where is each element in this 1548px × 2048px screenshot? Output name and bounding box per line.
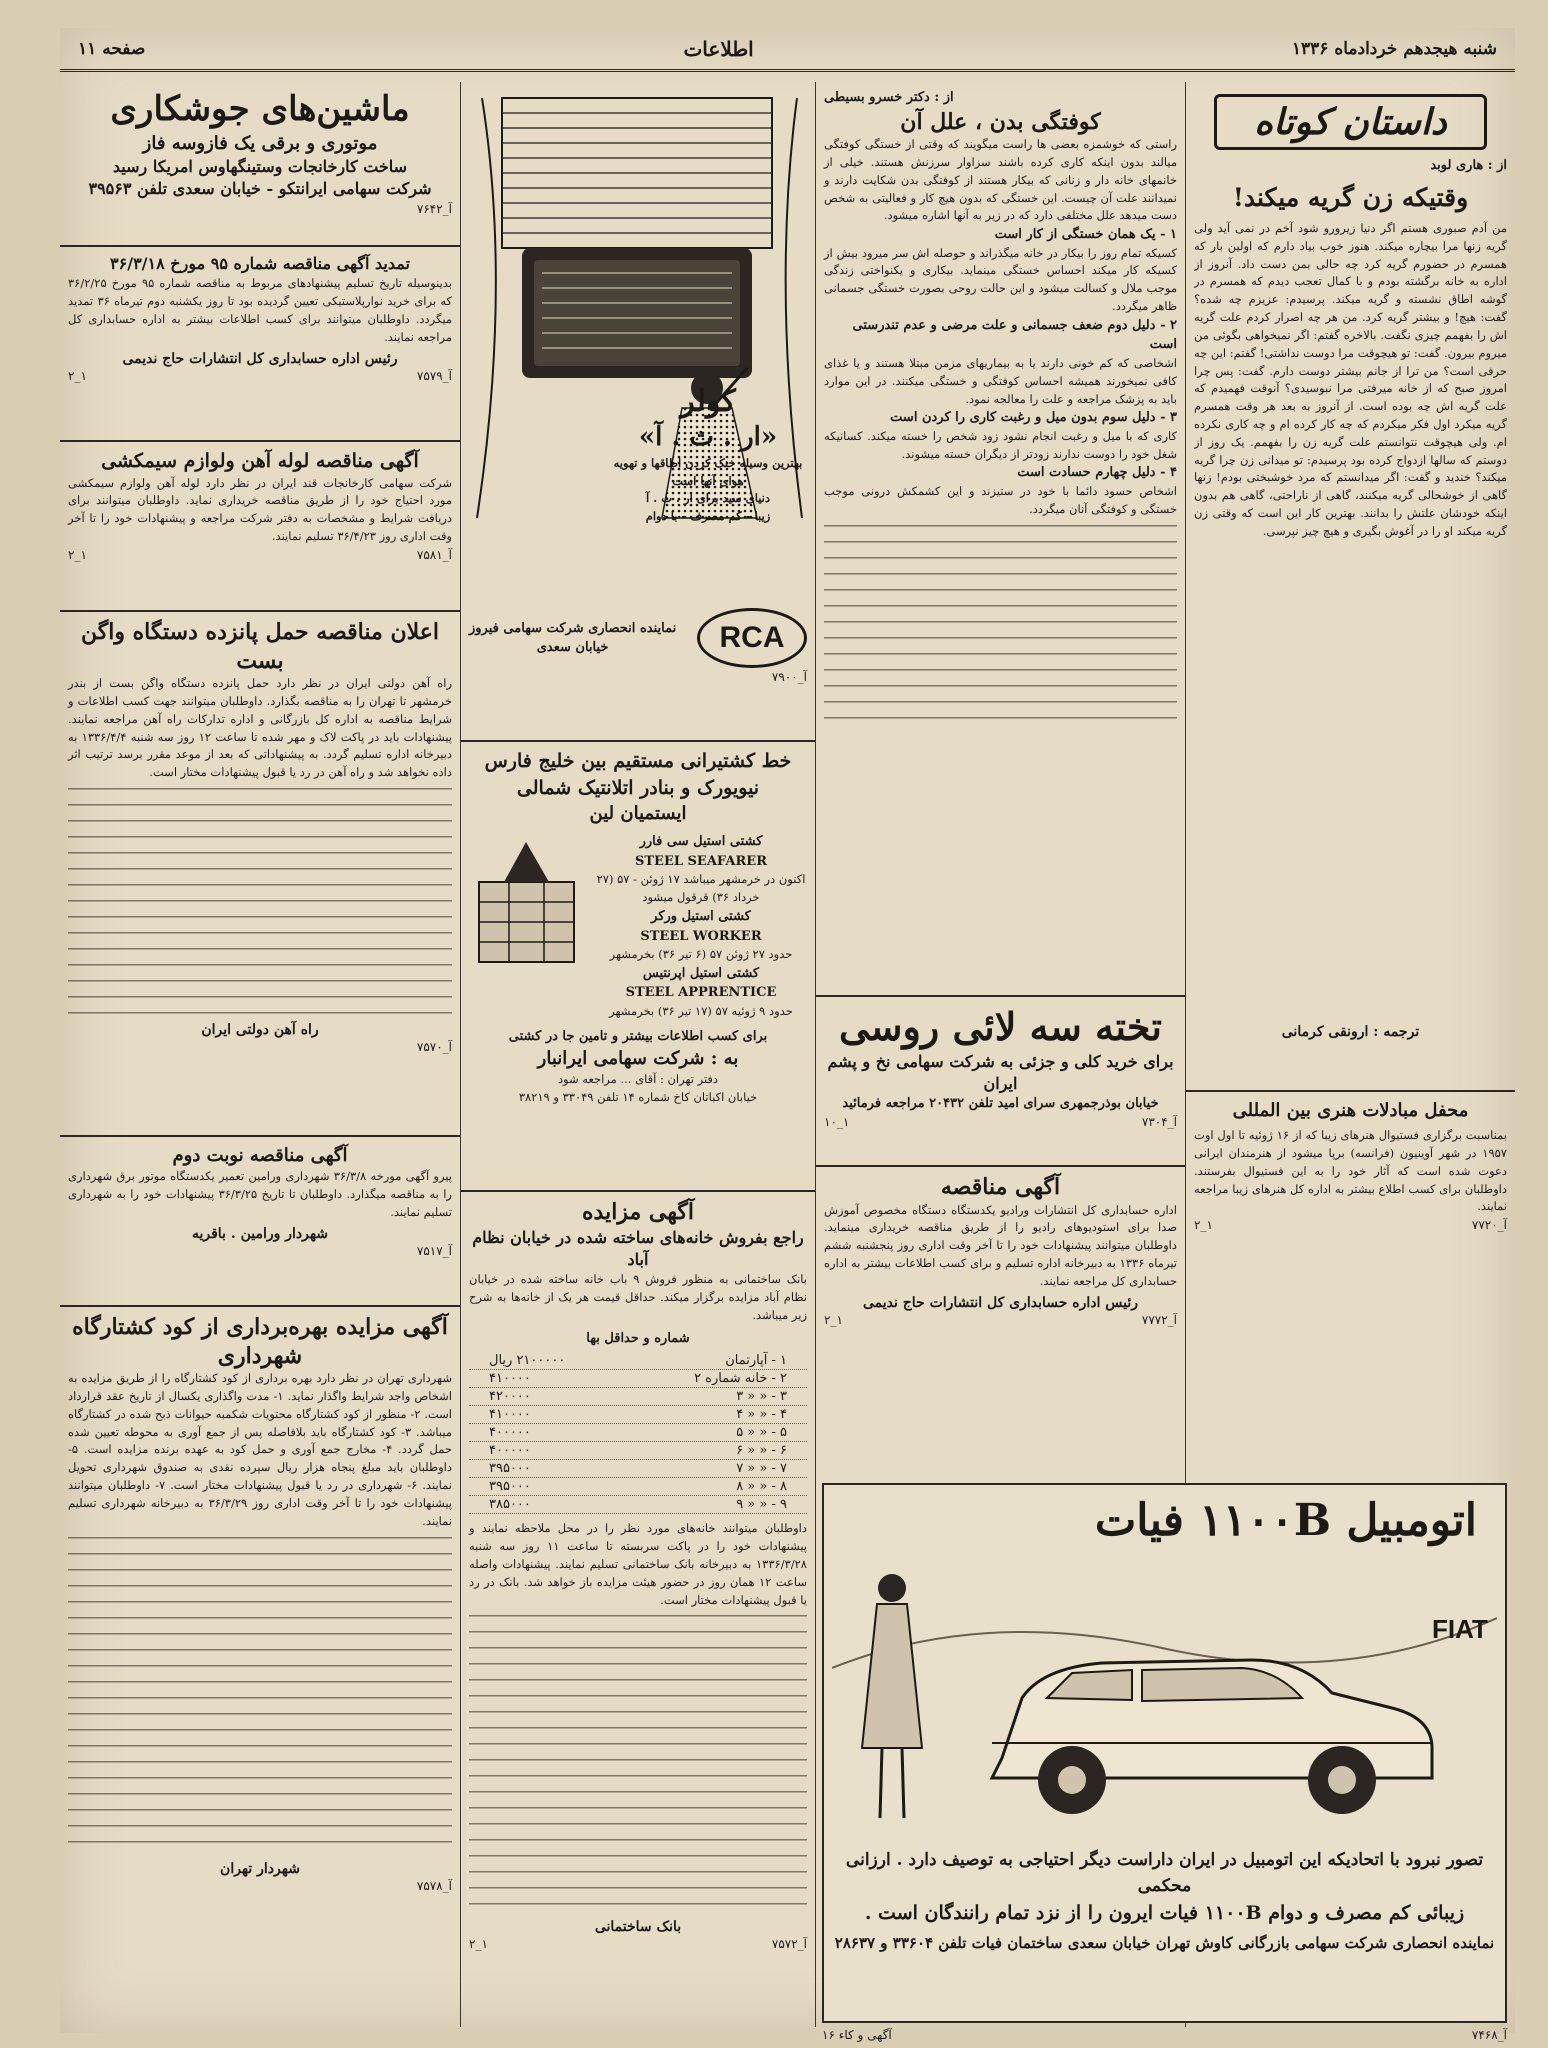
pipe-tender-body: شرکت سهامی کارخانجات قند ایران در نظر دارد لوله آهن ولوازم سیمکشی مورد احتیاج خود را از طریق مناقصه خریداری نماید. داوطلبان میتوانند برای دریافت شرایط و مشخصات به دفتر شرکت مراجعه و پیشنهادات خود را تا آخر وقت اداری روز ۳۶/۴/۲۳ تسلیم نمایند. xyxy=(68,475,452,544)
tender-extension-signature: رئیس اداره حسابداری کل انتشارات حاج ندیمی xyxy=(122,350,398,367)
festival-title: محفل مبادلات هنری بین المللی xyxy=(1232,1100,1469,1121)
welding-sub-3: شرکت سهامی ایرانتکو - خیابان سعدی تلفن ۳۹۵۶۳ xyxy=(88,179,432,199)
cargo-crate-illustration xyxy=(469,832,589,982)
manure-code-a: آ_۷۵۷۸ xyxy=(416,1878,452,1893)
auction-code-a: ۲_۱ xyxy=(469,1937,488,1952)
shipping-address: خیابان اکباتان کاخ شماره ۱۴ تلفن ۳۳۰۴۹ و ۳۸۲۱۹ xyxy=(518,1090,758,1105)
price-row-value: ۲۱۰۰۰۰۰ ریال xyxy=(489,1353,566,1369)
second-tender-code xyxy=(68,1244,452,1258)
rca-headline-1: کولر xyxy=(680,384,736,419)
rca-code xyxy=(469,670,807,684)
welding-ad xyxy=(60,82,460,247)
festival-body: بمناسبت برگزاری فستیوال هنرهای زیبا که از ۱۶ ژوئیه تا اول اوت ۱۹۵۷ در شهر آوینیون (فرانسه) برپا میشود از هنرمندان ایرانی دعوت شده است که آثار خود را به این فستیوال بفرستند. داوطلبان برای کسب اطلاع بیشتر به اداره کل هنرهای زیبا مراجعه نمایند. xyxy=(1194,1128,1508,1214)
ship-2-name-en: STEEL WORKER xyxy=(640,928,762,944)
radio-tender-signature: رئیس اداره حسابداری کل انتشارات حاج ندیمی xyxy=(862,1294,1139,1311)
short-story xyxy=(1186,82,1515,1092)
price-row-item: ۳ - « « ۳ xyxy=(736,1389,787,1405)
auction-code xyxy=(469,1937,807,1951)
price-row-item: ۱ - آپارتمان xyxy=(725,1353,787,1369)
shipping-office: دفتر تهران : آقای ... مراجعه شود xyxy=(557,1072,719,1087)
auction-code-b: آ_۷۵۷۲ xyxy=(771,1937,807,1952)
second-tender-code-a: آ_۷۵۱۷ xyxy=(416,1243,452,1258)
welding-sub-1: موتوری و برقی یک فازوسه فاز xyxy=(142,132,378,154)
story-translator: ترجمه : ارونقی کرمانی xyxy=(1281,1024,1420,1040)
woman-standing-figure xyxy=(862,1574,922,1818)
festival-notice xyxy=(1186,1092,1515,1452)
story-body: من آدم صبوری هستم اگر دنیا زیرورو شود آخم در نمی آید ولی گریه زنها مرا بیچاره میکند. هنوز خوب بیاد دارم که اولین بار که همسرم در حضورم گریه کرد چه حالی بمن دست داد. آنروز از اداره به خانه برگشته بودم و با کمال تعجب دیدم که همسرم در گوشه اطاق نشسته و گریه میکند. پرسیدم: عزیزم چه شده؟ گفت: هیچ! و بیشتر گریه کرد. من هر چه اصرار کردم علت گریه اش را بفهمم چیزی نگفت. بالاخره گفتم: اگر نمیخواهی بگوئی من میروم بیرون. گفت: تو هیچوقت مرا دوست نداشتی! گفتم: این چه حرفی است؟ من ترا از جانم بیشتر دوست دارم. گفت: پس چرا امروز صبح که از خانه میرفتی مرا نبوسیدی؟ آنوقت فهمیدم که علت گریه اش چه بوده است. از آنروز به بعد هر وقت همسرم گریه میکرد اول فکر میکردم که چه کار کرده ام و چه کاری نکرده ام. ولی هیچوقت نتوانستم علت گریه زن را بفهمم. یک روز از دوستم که سالها ازدواج کرده بود پرسیدم: تو میدانی زن چرا گریه میکند؟ خندید و گفت: اگر میدانستم که مرد خوشبختی بودم! زنها گاهی از خوشحالی گریه میکنند، گاهی از ناراحتی، گاهی هم بدون اینکه خودشان علتش را بدانند. بهترین کار این است که وقتی زن گریه میکند او را در آغوش بگیری و هیچ چیز نپرسی. xyxy=(1194,221,1507,538)
auction-subtitle: راجع بفروش خانه‌های ساخته شده در خیابان نظام آباد xyxy=(472,1227,804,1269)
plywood-sub: برای خرید کلی و جزئی به شرکت سهامی نخ و پشم ایران xyxy=(827,1051,1174,1093)
short-story-logo: داستان کوتاه xyxy=(1214,94,1487,150)
radio-tender-body: اداره حسابداری کل انتشارات ورادیو یکدستگاه دستگاه مخصوص آموزش صدا برای استودیوهای رادیو را از طریق مناقصه خریداری مینماید. داوطلبان میتوانند پیشنهادات خود را تا آخر وقت اداری روز پنجشنبه ششم تیرماه ۱۳۳۶ به دبیرخانه اداره تسلیم و برای کسب اطلاعات بیشتر به اداره حسابداری کل مراجعه نمایند. xyxy=(824,1202,1177,1288)
plywood-title: تخته سه لائی روسی xyxy=(839,1004,1162,1049)
fiat-ad xyxy=(822,1483,1507,2023)
price-row xyxy=(469,1442,807,1460)
rca-footer xyxy=(469,608,807,668)
auction-title: آگهی مزایده xyxy=(582,1199,694,1225)
article-byline: از : دکتر خسرو بسیطی xyxy=(824,90,954,105)
shipping-title: خط کشتیرانی مستقیم بین خلیج فارس نیویورک و بنادر اتلانتیک شمالی xyxy=(484,750,792,799)
railway-code-a: آ_۷۵۷۰ xyxy=(416,1040,452,1055)
rca-slogan-2: دنیای سید برای ار . ث . آ xyxy=(646,491,770,506)
rca-code-a: آ_۷۹۰۰ xyxy=(771,670,807,684)
manure-signature: شهردار تهران xyxy=(220,1860,300,1877)
price-row-item: ۸ - « « ۸ xyxy=(736,1479,787,1495)
article-body-4: کاری که با میل و رغبت انجام نشود زود شخص را خسته میکند. کسانیکه شغل خود را دوست ندارند زودتر از دیگران خسته میشوند. xyxy=(824,428,1177,461)
railway-signature: راه آهن دولتی ایران xyxy=(201,1022,319,1039)
ship-2-date: حدود ۲۷ ژوئن ۵۷ (۶ تیر ۳۶) بخرمشهر xyxy=(609,947,793,961)
column-center-ads xyxy=(460,82,815,2027)
ship-1-date: اکنون در خرمشهر میباشد ۱۷ ژوئن - ۵۷ (۲۷ خرداد ۳۶) قرقول میشود xyxy=(596,872,806,905)
house-auction xyxy=(461,1192,815,2022)
shipping-info: برای کسب اطلاعات بیشتر و تامین جا در کشتی xyxy=(508,1028,768,1044)
auction-body: داوطلبان میتوانند خانه‌های مورد نظر را در محل ملاحظه نمایند و پیشنهادات خود را در پاکت سربسته تا ساعت ۱۱ روز سه شنبه ۱۳۳۶/۳/۲۸ به دبیرخانه بانک ساختمانی تسلیم نمایند. پیشنهادات واصله ساعت ۱۲ همان روز در حضور هیئت مزایده باز خواهد شد. بانک در رد یا قبول پیشنهادات مختار است. xyxy=(469,1521,808,1607)
price-row-value: ۳۸۵۰۰۰ xyxy=(489,1497,531,1513)
auction-signature: بانک ساختمانی xyxy=(594,1919,682,1936)
auction-intro: بانک ساختمانی به منظور فروش ۹ باب خانه ساخته شده در خیابان نظام آباد مزایده برگزار میکند. حداقل قیمت هر یک از خانه‌ها به شرح زیر میباشد. xyxy=(469,1272,807,1322)
railway-tender-body: راه آهن دولتی ایران در نظر دارد حمل پانزده دستگاه واگن بست از بندر خرمشهر تا تهران را به مناقصه بگذارد. داوطلبان میتوانند جهت کسب اطلاعات و شرایط مناقصه به اداره کل بازرگانی و اداره تدارکات راه آهن مراجعه نمایند. پیشنهادات باید در پاکت لاک و مهر شده تا ساعت ۱۲ روز سه شنبه ۱۳۳۶/۴/۴ به دبیرخانه اداره تسلیم گردد. به پیشنهاداتی که بعد از موعد مقرر برسد ترتیب اثر داده نخواهد شد و راه آهن در رد یا قبول پیشنهادات مختار است. xyxy=(68,676,453,780)
car-illustration xyxy=(992,1660,1432,1814)
article-heading-1: ۱ - یک همان خستگی از کار است xyxy=(994,227,1177,243)
article-body-2: کسیکه تمام روز را بیکار در خانه میگذراند و حوصله اش سر میرود بیش از کسیکه کار میکند احساس خستگی مینماید. بیکاری و یکنواختی زندگی موجب ملال و کسالت میشود و این حالت روحی بصورت خستگی جسمانی ظاهر میگردد. xyxy=(824,245,1177,314)
manure-text-lines xyxy=(68,1537,452,1857)
price-row-item: ۵ - « « ۵ xyxy=(736,1425,787,1441)
price-row-value: ۴۱۰۰۰۰ xyxy=(489,1407,531,1423)
railway-text-lines xyxy=(68,788,452,1018)
ship-2-name: کشتی استیل ورکر xyxy=(651,909,751,924)
fiat-title: اتومبیل ۱۱۰۰B فیات xyxy=(1094,1495,1477,1546)
rca-agent: نماینده انحصاری شرکت سهامی فیروز xyxy=(469,620,677,636)
shipping-to: به : شرکت سهامی ایرانبار xyxy=(537,1048,739,1070)
tender-extension-code xyxy=(68,369,452,383)
tender-extension-code-b: آ_۷۵۷۹ xyxy=(416,368,452,383)
price-row-item: ۷ - « « ۷ xyxy=(736,1461,787,1477)
price-row-item: ۴ - « « ۴ xyxy=(736,1407,787,1423)
price-row xyxy=(469,1388,807,1406)
fiat-code-b: ۱۶ آگهی و کاء xyxy=(822,2028,892,2042)
ship-3-name-en: STEEL APPRENTICE xyxy=(625,985,777,1001)
railway-tender-title: اعلان مناقصه حمل پانزده دستگاه واگن بست xyxy=(81,619,439,674)
article-heading-2: ۲ - دلیل دوم ضعف جسمانی و علت مرضی و عدم تندرستی است xyxy=(852,317,1177,353)
second-tender xyxy=(60,1137,460,1307)
article-body-1: راستی که خوشمزه بعضی ها راست میگویند که وقتی از خستگی کوفتگی میالند بدون اینکه کاری کرده باشند سزاوار سرزنش هستند. خیلی از خانمهای خانه دار و زنانی که بیکار هستند از کوفتگی بدن شکایت دارند و نمیدانند علت آن چیست. این خستگی که بدون هیچ کار و فعالیتی به شخص دست میدهد علل مختلفی دارد که در زیر به آنها اشاره میشود. xyxy=(824,137,1177,223)
radio-tender-title: آگهی مناقصه xyxy=(940,1174,1061,1200)
second-tender-signature: شهردار ورامین . باقریه xyxy=(191,1225,329,1242)
price-row-item: ۲ - خانه شماره ۲ xyxy=(694,1371,787,1387)
fiat-tagline-2: زیبائی کم مصرف و دوام ۱۱۰۰B فیات ایرون را از نزد تمام رانندگان است . xyxy=(864,1902,1465,1924)
price-row-value: ۴۰۰۰۰۰ xyxy=(489,1425,531,1441)
pipe-tender-code xyxy=(68,548,452,562)
pipe-tender xyxy=(60,442,460,612)
second-tender-body: پیرو آگهی مورخه ۳۶/۳/۸ شهرداری ورامین تعمیر یکدستگاه موتور برق شهرداری را به مناقصه میگذارد. داوطلبان تا تاریخ ۳۶/۳/۲۵ پیشنهادات خود را به شهرداری تسلیم نمایند. xyxy=(68,1169,452,1219)
price-row-item: ۹ - « « ۹ xyxy=(736,1497,787,1513)
curtain-left xyxy=(477,98,496,518)
article-body-3: اشخاصی که کم خونی دارند یا به بیماریهای مزمن مبتلا هستند و یا غذای کافی نمیخورند همیشه احساس کوفتگی و خستگی میکنند. در این موارد باید به پزشک مراجعه و علت را معالجه نمود. xyxy=(824,355,1177,406)
pipe-tender-code-b: آ_۷۵۸۱ xyxy=(416,547,452,562)
shipping-line: ایستمیان لین xyxy=(589,803,687,825)
manure-auction-body: شهرداری تهران در نظر دارد بهره برداری از کود کشتارگاه را از طریق مزایده به اشخاص واجد شرایط واگذار نماید. ۱- مدت واگذاری یکسال از تاریخ عقد قرارداد است. ۲- منظور از کود کشتارگاه محتویات شکمبه حیوانات ذبح شده در کشتارگاه میباشد. ۳- کود کشتارگاه باید بلافاصله پس از جمع آوری به محوطه تعیین شده حمل گردد. ۴- مخارج جمع آوری و حمل کود به عهده برنده مزایده است. ۵- داوطلبان باید مبلغ پنجاه هزار ریال سپرده نقدی به صندوق شهرداری تحویل نمایند. ۶- شهرداری در رد یا قبول پیشنهادات مختار است. ۷- داوطلبان میتوانند پیشنهادات خود را تا آخر وقت اداری روز ۳۶/۳/۲۹ به دبیرخانه شهرداری تسلیم نمایند. xyxy=(68,1371,453,1528)
price-row xyxy=(469,1352,807,1370)
radio-tender-code-a: ۲_۱ xyxy=(824,1312,843,1327)
price-row xyxy=(469,1406,807,1424)
tender-extension-code-a: ۲_۱ xyxy=(68,368,87,383)
rca-slogan-1: بهترین وسیله خنک کردن اطاقها و تهویه هوای آنها است xyxy=(613,455,803,488)
welding-title: ماشین‌های جوشکاری xyxy=(110,89,410,129)
fiat-code xyxy=(822,2028,1507,2042)
rca-text xyxy=(613,382,803,526)
fiat-tagline-1: تصور نبرود با اتحادیکه این اتومبیل در ایران داراست دیگر احتیاجی به توصیف دارد . ارزانی محکمی xyxy=(845,1850,1484,1896)
rca-headline-2: «ار . ث . آ» xyxy=(638,422,778,452)
pipe-tender-code-a: ۲_۱ xyxy=(68,547,87,562)
article-title: کوفتگی بدن ، علل آن xyxy=(900,108,1101,135)
column-notices xyxy=(60,82,460,2027)
ship-1-name: کشتی استیل سی فارر xyxy=(639,834,763,850)
plywood-address: خیابان بوذرجمهری سرای امید تلفن ۲۰۴۳۲ مراجعه فرمائید xyxy=(842,1096,1159,1112)
manure-auction-title: آگهی مزایده بهره‌برداری از کود کشتارگاه شهرداری xyxy=(72,1314,448,1369)
pipe-tender-title: آگهی مناقصه لوله آهن ولوازم سیمکشی xyxy=(101,450,419,472)
welding-code-a: آ_۷۶۴۲ xyxy=(416,202,452,217)
article-heading-3: ۳ - دلیل سوم بدون میل و رغبت کاری را کردن است xyxy=(890,410,1177,426)
radio-tender-code-b: آ_۷۷۷۲ xyxy=(1141,1312,1177,1327)
auction-table-head: شماره و حداقل بها xyxy=(586,1330,690,1346)
newspaper-page xyxy=(60,28,1515,2042)
price-row xyxy=(469,1496,807,1514)
second-tender-title: آگهی مناقصه نوبت دوم xyxy=(172,1145,348,1166)
fiat-illustration xyxy=(832,1548,1497,1848)
price-row-value: ۴۲۰۰۰۰ xyxy=(489,1389,531,1405)
railway-tender xyxy=(60,612,460,1137)
story-title: وقتیکه زن گریه میکند! xyxy=(1232,182,1469,212)
price-row-value: ۴۰۰۰۰۰ xyxy=(489,1443,531,1459)
price-row xyxy=(469,1370,807,1388)
article-text-lines xyxy=(824,525,1177,725)
masthead-page-number: صفحه ۱۱ xyxy=(78,38,146,59)
fiat-brand: FIAT xyxy=(1432,1614,1488,1644)
price-row-value: ۴۱۰۰۰۰ xyxy=(489,1371,531,1387)
masthead-paper-name: اطلاعات xyxy=(683,36,754,61)
welding-code xyxy=(68,202,452,216)
article-body-5: اشخاص حسود دائما با خود در ستیزند و این کشمکش درونی موجب خستگی و کوفتگی آنان میگردد. xyxy=(824,483,1177,516)
festival-code xyxy=(1194,1218,1507,1232)
fiat-agent: نماینده انحصاری شرکت سهامی بازرگانی کاوش تهران خیابان سعدی ساختمان فیات تلفن ۳۳۶۰۴ و ۲۸۶۳۷ xyxy=(834,1933,1495,1952)
manure-code xyxy=(68,1879,452,1893)
price-row xyxy=(469,1424,807,1442)
fiat-code-a: آ_۷۴۶۸ xyxy=(1471,2028,1507,2042)
price-row xyxy=(469,1478,807,1496)
auction-text-lines xyxy=(469,1615,807,1915)
rca-cooler-ad xyxy=(461,82,815,742)
festival-code-a: ۲_۱ xyxy=(1194,1218,1213,1233)
radio-tender-code xyxy=(824,1313,1177,1327)
radio-tender xyxy=(816,1167,1185,1457)
price-row xyxy=(469,1460,807,1478)
railway-code xyxy=(68,1040,452,1054)
plywood-code xyxy=(824,1115,1177,1129)
ship-1-name-en: STEEL SEAFARER xyxy=(635,853,767,869)
price-row-value: ۳۹۵۰۰۰ xyxy=(489,1461,531,1477)
tender-extension-title: تمدید آگهی مناقصه شماره ۹۵ مورخ ۳۶/۳/۱۸ xyxy=(110,254,410,273)
shipping-ad xyxy=(461,742,815,1192)
rca-logo: RCA xyxy=(697,608,807,668)
rca-address: خیابان سعدی xyxy=(536,640,609,655)
ship-3-date: حدود ۹ ژوئیه ۵۷ (۱۷ تیر ۳۶) بخرمشهر xyxy=(609,1003,793,1018)
plywood-code-b: آ_۷۳۰۴ xyxy=(1141,1115,1177,1130)
welding-sub-2: ساخت کارخانجات وستینگهاوس امریکا رسید xyxy=(112,156,408,176)
article-heading-4: ۴ - دلیل چهارم حسادت است xyxy=(1017,465,1177,481)
masthead xyxy=(60,28,1515,72)
masthead-date: شنبه هیجدهم خردادماه ۱۳۳۶ xyxy=(1291,38,1497,59)
festival-code-b: آ_۷۷۲۰ xyxy=(1471,1218,1507,1233)
plywood-ad xyxy=(816,997,1185,1167)
tender-extension-body: بدینوسیله تاریخ تسلیم پیشنهادهای مربوط به مناقصه شماره ۹۵ مورخ ۳۶/۲/۲۵ که برای خرید نوارپلاستیکی تعیین گردیده بود تا روز یکشنبه دوم تیرماه ۳۶ تمدید میگردد. داوطلبان میتوانند برای کسب اطلاعات بیشتر به اداره حسابداری کل مراجعه نمایند. xyxy=(68,276,453,344)
story-author: از : هاری لوبد xyxy=(1430,158,1507,173)
tender-extension xyxy=(60,247,460,442)
ship-3-name: کشتی استیل اپرنتیس xyxy=(642,965,760,981)
rca-slogan-3: زیبا - کم مصرف - با دوام xyxy=(645,509,771,524)
price-row-item: ۶ - « « ۶ xyxy=(736,1443,787,1459)
auction-price-table xyxy=(469,1352,807,1514)
price-row-value: ۳۹۵۰۰۰ xyxy=(489,1479,531,1495)
fatigue-article xyxy=(816,82,1185,997)
manure-auction xyxy=(60,1307,460,2027)
plywood-code-a: ۱۰_۱ xyxy=(824,1115,850,1130)
